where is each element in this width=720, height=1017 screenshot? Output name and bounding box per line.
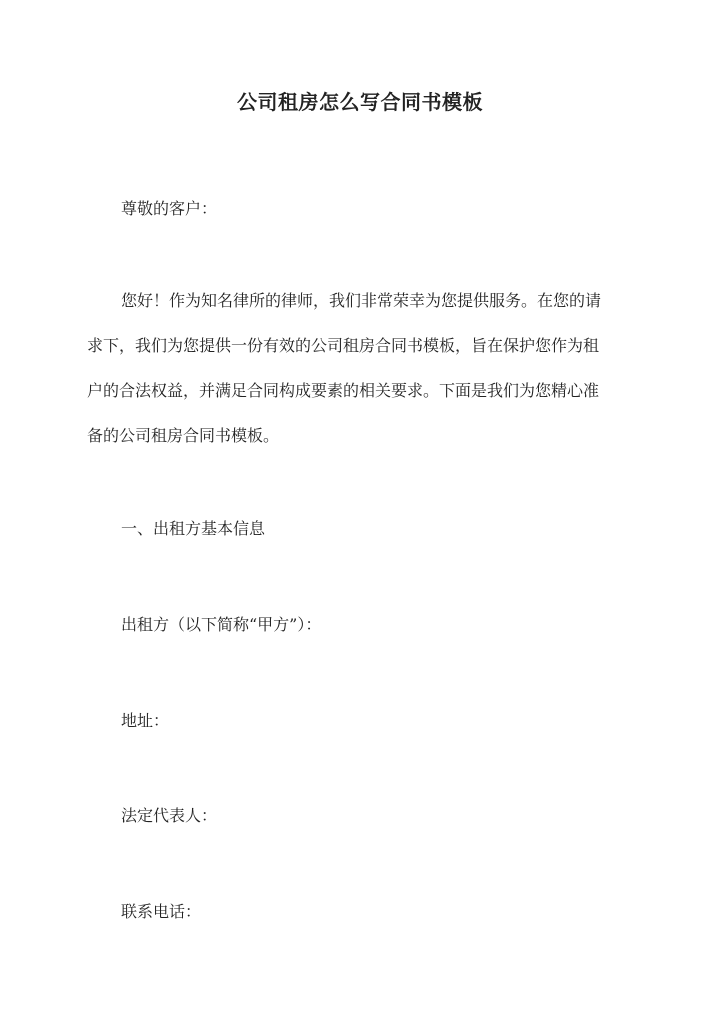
field-address: 地址： bbox=[121, 711, 170, 730]
section-heading: 一、出租方基本信息 bbox=[121, 519, 266, 538]
intro-line-1: 您好！作为知名律所的律师，我们非常荣幸为您提供服务。在您的请 bbox=[121, 291, 602, 310]
field-legal-representative: 法定代表人： bbox=[121, 806, 218, 825]
field-lessor: 出租方（以下简称“甲方”）： bbox=[121, 615, 322, 634]
greeting-text: 尊敬的客户： bbox=[121, 199, 218, 218]
document-title: 公司租房怎么写合同书模板 bbox=[237, 90, 483, 114]
intro-line-3: 户的合法权益，并满足合同构成要素的相关要求。下面是我们为您精心准 bbox=[87, 381, 600, 400]
intro-line-4: 备的公司租房合同书模板。 bbox=[87, 426, 280, 445]
field-phone: 联系电话： bbox=[121, 902, 202, 921]
intro-line-2: 求下，我们为您提供一份有效的公司租房合同书模板，旨在保护您作为租 bbox=[87, 336, 600, 355]
